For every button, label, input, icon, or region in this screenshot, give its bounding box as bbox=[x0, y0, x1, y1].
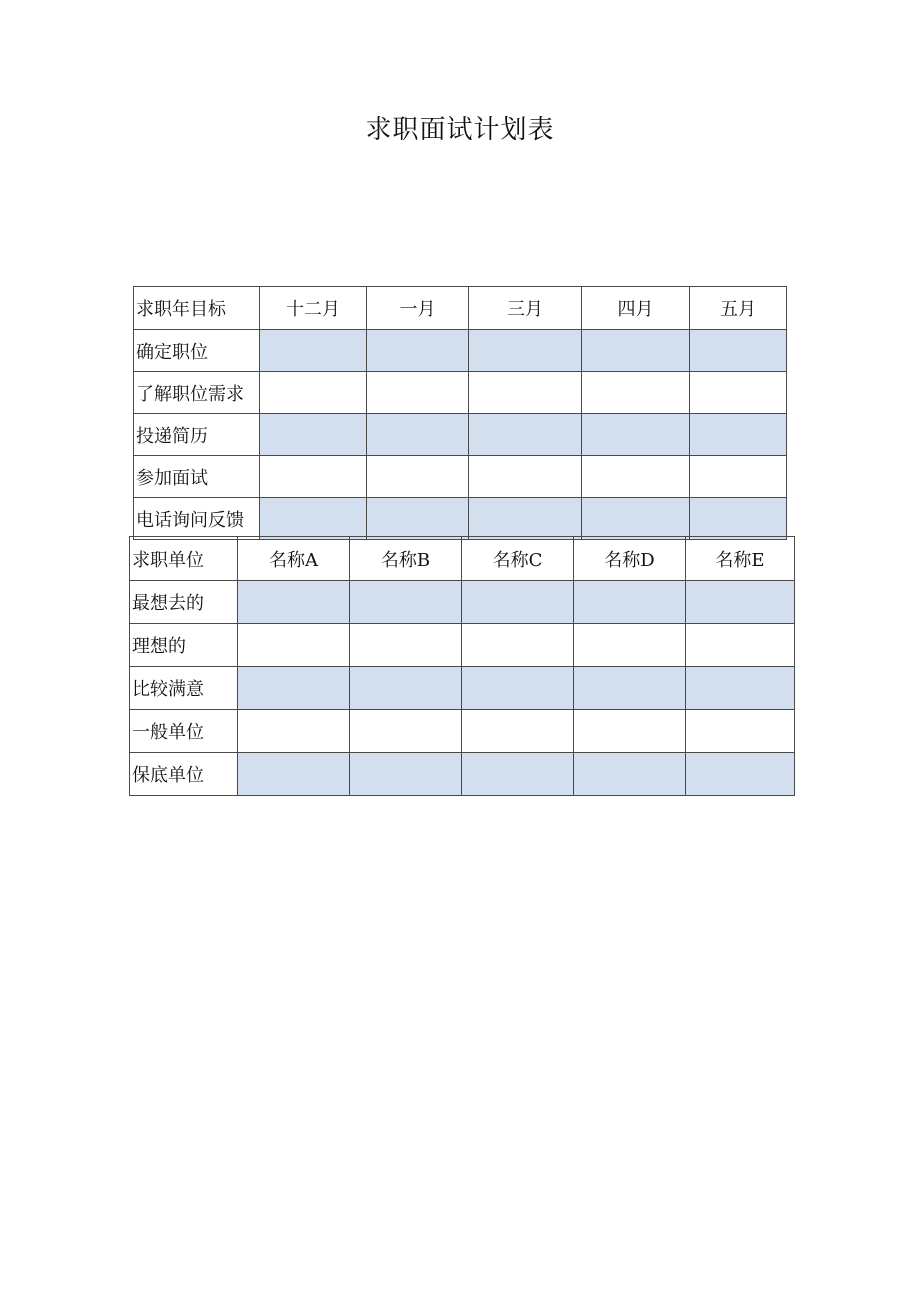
table-cell bbox=[686, 624, 795, 667]
table-cell bbox=[350, 710, 462, 753]
company-header-cell: 名称C bbox=[462, 537, 574, 581]
table-cell bbox=[462, 753, 574, 796]
table-cell bbox=[690, 414, 787, 456]
table-cell bbox=[462, 581, 574, 624]
table-cell bbox=[469, 414, 582, 456]
table-cell bbox=[350, 624, 462, 667]
table-cell bbox=[350, 753, 462, 796]
page-title: 求职面试计划表 bbox=[365, 115, 555, 145]
table-cell bbox=[350, 667, 462, 710]
table-cell bbox=[469, 330, 582, 372]
row-label-cell: 比较满意 bbox=[130, 667, 238, 710]
table-cell bbox=[462, 667, 574, 710]
table-header-row bbox=[130, 537, 795, 581]
table-cell bbox=[690, 372, 787, 414]
table-cell bbox=[686, 581, 795, 624]
company-header-cell: 名称B bbox=[350, 537, 462, 581]
table-cell bbox=[574, 710, 686, 753]
table-cell bbox=[686, 710, 795, 753]
table-cell bbox=[260, 414, 367, 456]
row-label-cell: 了解职位需求 bbox=[134, 372, 260, 414]
table-cell bbox=[462, 624, 574, 667]
table-row bbox=[134, 498, 787, 540]
table-cell bbox=[574, 581, 686, 624]
table-cell bbox=[238, 624, 350, 667]
table-cell bbox=[690, 498, 787, 540]
table-cell bbox=[367, 498, 469, 540]
table-cell bbox=[582, 414, 690, 456]
table-cell bbox=[582, 456, 690, 498]
table-row bbox=[134, 330, 787, 372]
table-row bbox=[130, 581, 795, 624]
month-header-cell: 四月 bbox=[582, 287, 690, 330]
table-cell bbox=[260, 330, 367, 372]
month-header-cell: 一月 bbox=[367, 287, 469, 330]
table-cell bbox=[469, 498, 582, 540]
table-cell bbox=[238, 667, 350, 710]
company-header-cell: 名称E bbox=[686, 537, 795, 581]
company-header-cell: 名称A bbox=[238, 537, 350, 581]
table-cell bbox=[582, 330, 690, 372]
row-label-cell: 保底单位 bbox=[130, 753, 238, 796]
table-cell bbox=[686, 667, 795, 710]
table-cell bbox=[238, 710, 350, 753]
table-cell bbox=[582, 372, 690, 414]
table-header-row bbox=[134, 287, 787, 330]
table-cell bbox=[238, 581, 350, 624]
row-label-cell: 一般单位 bbox=[130, 710, 238, 753]
table-cell bbox=[469, 456, 582, 498]
table-cell bbox=[367, 330, 469, 372]
table-cell bbox=[686, 753, 795, 796]
row-label-cell: 参加面试 bbox=[134, 456, 260, 498]
row-label-cell: 理想的 bbox=[130, 624, 238, 667]
month-header-cell: 十二月 bbox=[260, 287, 367, 330]
table-cell bbox=[469, 372, 582, 414]
table-cell bbox=[350, 581, 462, 624]
table-row bbox=[134, 414, 787, 456]
table-cell bbox=[238, 753, 350, 796]
table-cell bbox=[582, 498, 690, 540]
row-label-cell: 电话询问反馈 bbox=[134, 498, 260, 540]
row-label-cell: 确定职位 bbox=[134, 330, 260, 372]
row-label-cell: 最想去的 bbox=[130, 581, 238, 624]
month-header-cell: 三月 bbox=[469, 287, 582, 330]
header-label-cell: 求职单位 bbox=[130, 537, 238, 581]
table-row bbox=[134, 456, 787, 498]
table-cell bbox=[690, 330, 787, 372]
table-cell bbox=[367, 372, 469, 414]
table-cell bbox=[260, 498, 367, 540]
table-cell bbox=[260, 372, 367, 414]
company-header-cell: 名称D bbox=[574, 537, 686, 581]
month-header-cell: 五月 bbox=[690, 287, 787, 330]
table-cell bbox=[462, 710, 574, 753]
target-company-table bbox=[129, 536, 795, 796]
table-row bbox=[130, 624, 795, 667]
table-row bbox=[130, 667, 795, 710]
table-cell bbox=[367, 414, 469, 456]
job-goal-plan-table bbox=[133, 286, 787, 540]
table-row bbox=[130, 710, 795, 753]
table-cell bbox=[574, 624, 686, 667]
table-cell bbox=[574, 753, 686, 796]
header-label-cell: 求职年目标 bbox=[134, 287, 260, 330]
table-cell bbox=[260, 456, 367, 498]
table-row bbox=[134, 372, 787, 414]
row-label-cell: 投递简历 bbox=[134, 414, 260, 456]
table-row bbox=[130, 753, 795, 796]
table-cell bbox=[574, 667, 686, 710]
table-cell bbox=[367, 456, 469, 498]
table-cell bbox=[690, 456, 787, 498]
